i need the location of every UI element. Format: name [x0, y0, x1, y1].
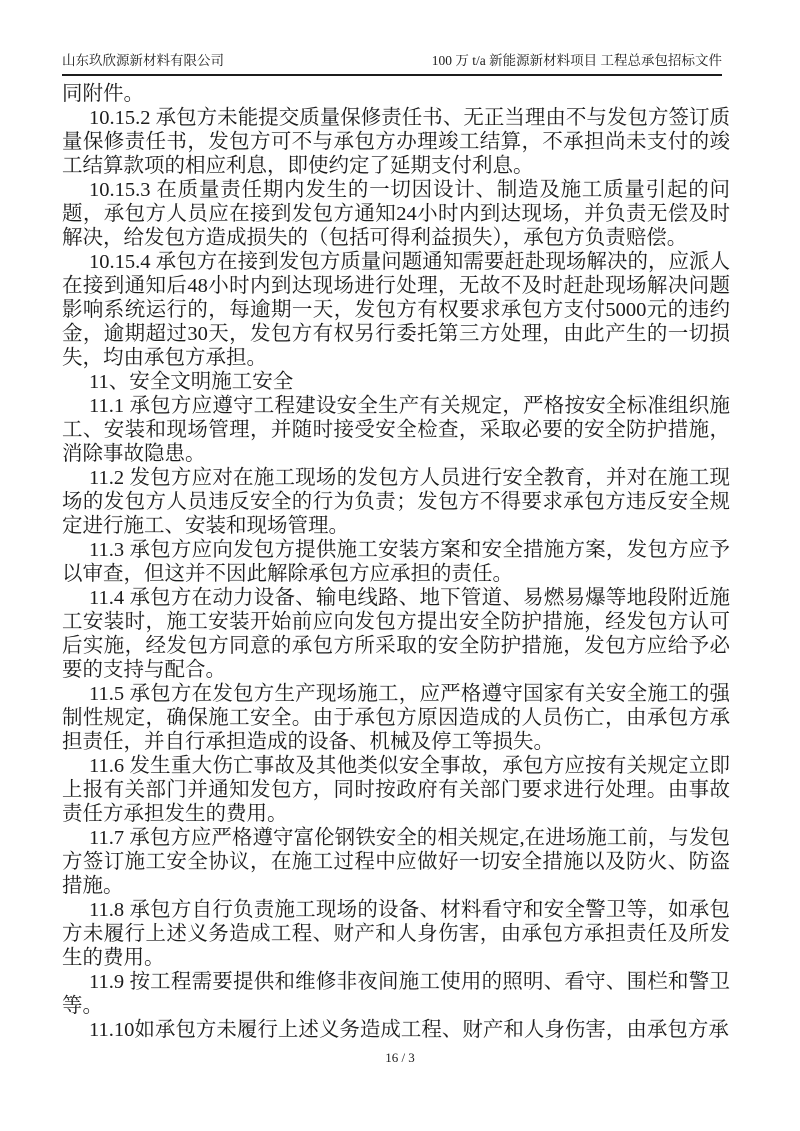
paragraph: 11.5 承包方在发包方生产现场施工，应严格遵守国家有关安全施工的强制性规定，确保施工安全。由于承包方原因造成的人员伤亡，由承包方承担责任，并自行承担造成的设备、机械及停工等损失。	[62, 683, 730, 753]
paragraph: 11.10如承包方未履行上述义务造成工程、财产和人身伤害，由承包方承	[89, 1019, 729, 1041]
paragraph: 11.7 承包方应严格遵守富伦钢铁安全的相关规定,在进场施工前，与发包方签订施工安全协议，在施工过程中应做好一切安全措施以及防火、防盗措施。	[62, 827, 730, 897]
header-company-name: 山东玖欣源新材料有限公司	[62, 53, 224, 68]
document-body	[62, 82, 730, 1042]
paragraph: 11.1 承包方应遵守工程建设安全生产有关规定，严格按安全标准组织施工、安装和现场管理，并随时接受安全检查，采取必要的安全防护措施，消除事故隐患。	[62, 395, 730, 465]
paragraph: 10.15.3 在质量责任期内发生的一切因设计、制造及施工质量引起的问题，承包方人员应在接到发包方通知24小时内到达现场，并负责无偿及时解决，给发包方造成损失的（包括可得利益损失），承包方负责赔偿。	[62, 179, 730, 249]
paragraph: 11.9 按工程需要提供和维修非夜间施工使用的照明、看守、围栏和警卫等。	[62, 971, 730, 1017]
paragraph: 11、安全文明施工安全	[89, 371, 294, 393]
header-rule	[62, 74, 722, 76]
paragraph: 11.3 承包方应向发包方提供施工安装方案和安全措施方案，发包方应予以审查，但这并不因此解除承包方应承担的责任。	[62, 539, 730, 585]
header-document-title: 100 万 t/a 新能源新材料项目 工程总承包招标文件	[431, 53, 722, 68]
page-number: 16 / 3	[385, 1050, 415, 1065]
paragraph: 11.8 承包方自行负责施工现场的设备、材料看守和安全警卫等，如承包方未履行上述义务造成工程、财产和人身伤害，由承包方承担责任及所发生的费用。	[62, 899, 730, 969]
page-footer	[0, 1050, 800, 1066]
paragraph: 11.6 发生重大伤亡事故及其他类似安全事故，承包方应按有关规定立即上报有关部门并通知发包方，同时按政府有关部门要求进行处理。由事故责任方承担发生的费用。	[62, 755, 730, 825]
paragraph: 11.4 承包方在动力设备、输电线路、地下管道、易燃易爆等地段附近施工安装时，施工安装开始前应向发包方提出安全防护措施，经发包方认可后实施，经发包方同意的承包方所采取的安全防护措施，发包方应给予必要的支持与配合。	[62, 587, 730, 681]
paragraph: 11.2 发包方应对在施工现场的发包方人员进行安全教育，并对在施工现场的发包方人员违反安全的行为负责；发包方不得要求承包方违反安全规定进行施工、安装和现场管理。	[62, 467, 730, 537]
paragraph: 10.15.2 承包方未能提交质量保修责任书、无正当理由不与发包方签订质量保修责任书，发包方可不与承包方办理竣工结算，不承担尚未支付的竣工结算款项的相应利息，即使约定了延期支付利息。	[62, 107, 730, 177]
page-header	[62, 52, 722, 70]
paragraph: 10.15.4 承包方在接到发包方质量问题通知需要赶赴现场解决的，应派人在接到通知后48小时内到达现场进行处理，无故不及时赶赴现场解决问题影响系统运行的，每逾期一天，发包方有权要求承包方支付5000元的违约金，逾期超过30天，发包方有权另行委托第三方处理，由此产生的一切损失，均由承包方承担。	[62, 251, 730, 369]
paragraph: 同附件。	[62, 83, 144, 105]
